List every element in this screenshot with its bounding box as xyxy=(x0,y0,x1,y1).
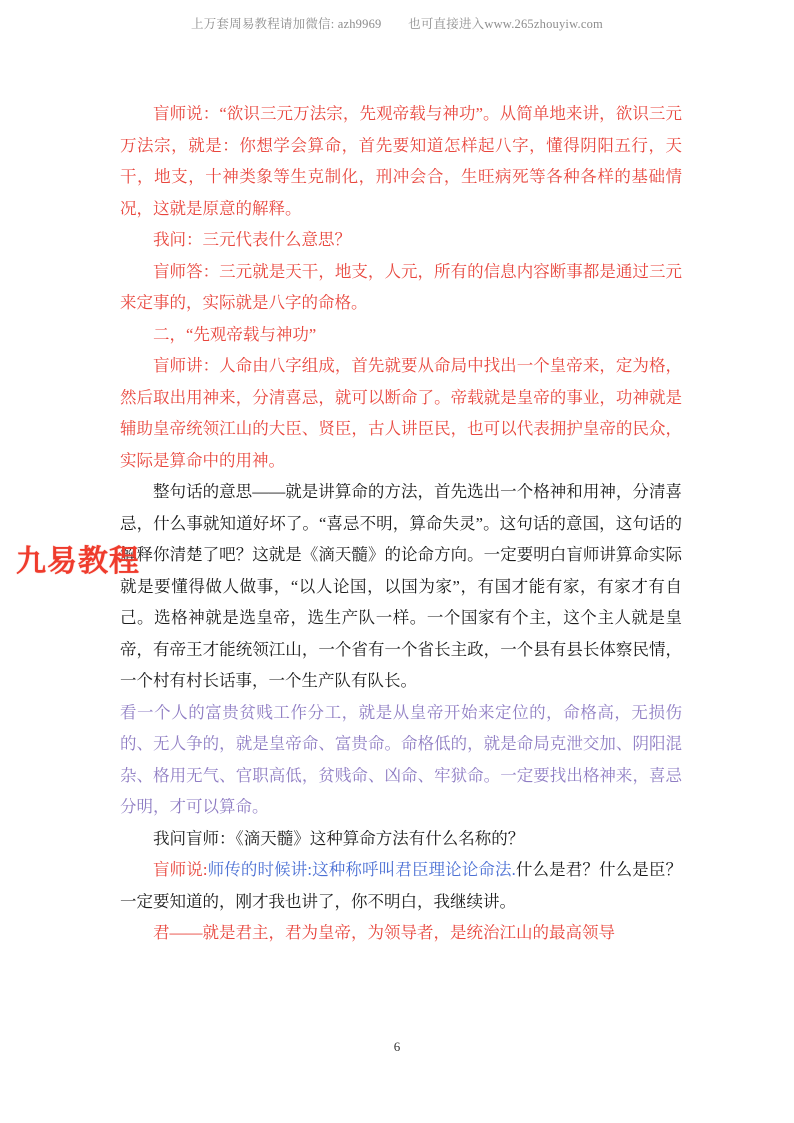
paragraph-6: 整句话的意思——就是讲算命的方法，首先选出一个格神和用神，分清喜忌，什么事就知道好坏了。“喜忌不明，算命失灵”。这句话的意国，这句话的解释你清楚了吧？这就是《滴天髓》的论命方向。一定要明白盲师讲算命实际就是要懂得做人做事，“以人论国，以国为家”，有国才能有家，有家才有自己。选格神就是选皇帝，选生产队一样。一个国家有个主，这个主人就是皇帝，有帝王才能统领江山，一个省有一个省长主政，一个县有县长体察民情，一个村有村长话事，一个生产队有队长。 xyxy=(120,482,682,690)
paragraph-9 xyxy=(120,854,682,917)
paragraph-9-part-1: 盲师说: xyxy=(153,860,208,879)
paragraph-7: 看一个人的富贵贫贱工作分工，就是从皇帝开始来定位的，命格高，无损伤的、无人争的，就是皇帝命、富贵命。命格低的，就是命局克泄交加、阴阳混杂、格用无气、官职高低，贫贱命、凶命、牢狱命。一定要找出格神来，喜忌分明，才可以算命。 xyxy=(120,702,682,816)
paragraph-1: 盲师说：“欲识三元万法宗，先观帝载与神功”。从简单地来讲，欲识三元万法宗，就是：你想学会算命，首先要知道怎样起八字，懂得阴阳五行，天干，地支，十神类象等生克制化，刑冲会合，生旺病死等各种各样的基础情况，这就是原意的解释。 xyxy=(120,104,682,218)
document-body xyxy=(120,98,682,949)
logo-watermark: 九易教程 xyxy=(16,544,140,579)
paragraph-10: 君——就是君主，君为皇帝，为领导者，是统治江山的最高领导 xyxy=(153,923,615,942)
paragraph-2: 我问：三元代表什么意思？ xyxy=(153,230,351,249)
paragraph-8: 我问盲师：《滴天髓》这种算命方法有什么名称的？ xyxy=(153,828,525,848)
header-text-left: 上万套周易教程请加微信: azh9969 xyxy=(191,17,382,31)
paragraph-9-part-3: 什么是君？什么是臣？ 一定要知道的，刚才我也讲了，你不明白，我继续讲。 xyxy=(120,860,682,911)
paragraph-9-part-2: 师传的时候讲:这种称呼叫君臣理论论命法. xyxy=(207,860,516,879)
header-text-right: 也可直接进入www.265zhouyiw.com xyxy=(408,17,603,31)
page-number: 6 xyxy=(393,1039,401,1054)
paragraph-5: 盲师讲：人命由八字组成，首先就要从命局中找出一个皇帝来，定为格，然后取出用神来，分清喜忌，就可以断命了。帝载就是皇帝的事业，功神就是辅助皇帝统领江山的大臣、贤臣，古人讲臣民，也可以代表拥护皇帝的民众，实际是算命中的用神。 xyxy=(120,356,682,470)
page-header-watermark xyxy=(0,14,794,32)
paragraph-4-heading: 二，“先观帝载与神功” xyxy=(153,324,317,344)
paragraph-3: 盲师答：三元就是天干，地支，人元，所有的信息内容断事都是通过三元来定事的，实际就是八字的命格。 xyxy=(120,261,682,312)
